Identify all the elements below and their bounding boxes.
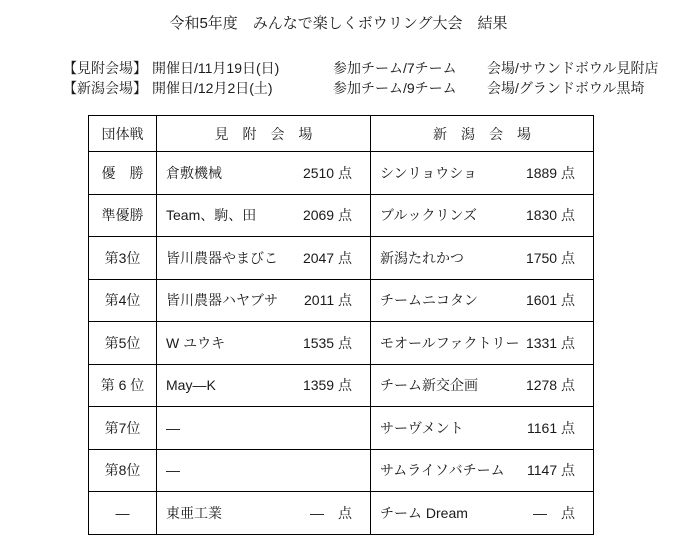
niigata-cell-content	[371, 460, 593, 480]
mitsuke-cell-content	[157, 462, 370, 478]
table-row	[89, 194, 594, 237]
niigata-cell-content	[371, 290, 593, 310]
team-name: ブルックリンズ	[380, 207, 478, 224]
niigata-cell-content	[371, 375, 593, 395]
table-row	[89, 237, 594, 280]
team-name: サムライソバチーム	[380, 462, 505, 479]
venue-place: 会場/サウンドボウル見附店	[487, 60, 659, 76]
team-name: 皆川農器やまびこ	[166, 249, 278, 266]
mitsuke-cell	[157, 364, 371, 407]
venue-line-niigata	[63, 78, 677, 98]
niigata-cell	[371, 492, 594, 535]
mitsuke-cell	[157, 322, 371, 365]
results-rows	[89, 152, 594, 535]
venue-label: 【新潟会場】	[63, 80, 147, 96]
header-row	[89, 116, 594, 152]
team-name: シンリョウショ	[380, 164, 477, 181]
team-name: 東亜工業	[166, 504, 222, 521]
team-name: チームニコタン	[380, 292, 478, 309]
niigata-cell	[371, 322, 594, 365]
venue-teams: 参加チーム/7チーム	[333, 60, 457, 76]
venue-place: 会場/グランドボウル黒埼	[487, 80, 645, 96]
mitsuke-cell	[157, 449, 371, 492]
team-name: 皆川農器ハヤブサ	[166, 292, 278, 309]
rank-cell: 準優勝	[89, 194, 157, 237]
team-name: モオールファクトリー	[380, 334, 520, 351]
niigata-cell-content	[371, 418, 593, 438]
team-name: 倉敷機械	[166, 164, 222, 181]
rank-cell: 第7位	[89, 407, 157, 450]
team-score: 1830 点	[525, 207, 575, 224]
team-score: ― 点	[310, 504, 352, 521]
team-name: W ユウキ	[166, 334, 226, 351]
mitsuke-cell	[157, 237, 371, 280]
team-name: サーヴメント	[380, 419, 464, 436]
team-score: 1601 点	[525, 292, 575, 309]
mitsuke-cell	[157, 152, 371, 195]
results-document	[0, 12, 677, 535]
niigata-cell	[371, 364, 594, 407]
team-score: 2069 点	[302, 207, 352, 224]
table-row	[89, 279, 594, 322]
team-score: 2047 点	[302, 249, 352, 266]
team-name: Team、駒、田	[166, 207, 257, 224]
team-score: 2011 点	[304, 292, 352, 309]
table-row	[89, 152, 594, 195]
team-name: チーム Dream	[380, 504, 468, 521]
venue-line-mitsuke	[63, 58, 677, 78]
team-name: 新潟たれかつ	[380, 249, 464, 266]
mitsuke-cell-content	[157, 375, 370, 395]
mitsuke-cell-content	[157, 420, 370, 436]
results-table-header	[89, 116, 594, 152]
venue-date: 開催日/11月19日(日)	[152, 60, 280, 76]
header-cell-rank: 団体戦	[89, 116, 157, 152]
team-name: ―	[166, 462, 180, 479]
team-score: ― 点	[533, 504, 575, 521]
team-name: ―	[166, 419, 180, 436]
mitsuke-cell-content	[157, 333, 370, 353]
mitsuke-cell	[157, 279, 371, 322]
rank-cell: 第 6 位	[89, 364, 157, 407]
venue-date: 開催日/12月2日(土)	[152, 80, 273, 96]
mitsuke-cell-content	[157, 290, 370, 310]
venue-label: 【見附会場】	[63, 60, 147, 76]
team-score: 1535 点	[302, 334, 352, 351]
mitsuke-cell	[157, 407, 371, 450]
team-score: 1331 点	[525, 334, 575, 351]
table-row	[89, 407, 594, 450]
mitsuke-cell-content	[157, 248, 370, 268]
mitsuke-cell	[157, 492, 371, 535]
rank-cell: 第3位	[89, 237, 157, 280]
niigata-cell	[371, 449, 594, 492]
mitsuke-cell-content	[157, 503, 370, 523]
results-table	[88, 115, 594, 535]
mitsuke-cell	[157, 194, 371, 237]
niigata-cell	[371, 152, 594, 195]
rank-cell: 第4位	[89, 279, 157, 322]
niigata-cell-content	[371, 205, 593, 225]
niigata-cell	[371, 237, 594, 280]
team-score: 1750 点	[525, 249, 575, 266]
table-row	[89, 492, 594, 535]
team-score: 1889 点	[525, 164, 575, 181]
rank-cell: ―	[89, 492, 157, 535]
table-row	[89, 449, 594, 492]
team-score: 2510 点	[302, 164, 352, 181]
niigata-cell-content	[371, 163, 593, 183]
team-score: 1359 点	[302, 377, 352, 394]
niigata-cell-content	[371, 333, 593, 353]
rank-cell: 第8位	[89, 449, 157, 492]
venue-info	[63, 58, 677, 98]
niigata-cell-content	[371, 503, 593, 523]
venue-teams: 参加チーム/9チーム	[333, 80, 457, 96]
team-name: May―K	[166, 377, 216, 394]
niigata-cell	[371, 279, 594, 322]
table-row	[89, 322, 594, 365]
mitsuke-cell-content	[157, 205, 370, 225]
team-score: 1147 点	[527, 462, 575, 479]
team-score: 1161 点	[527, 419, 575, 436]
header-cell-niigata: 新 潟 会 場	[371, 116, 594, 152]
team-score: 1278 点	[525, 377, 575, 394]
page-title: 令和5年度 みんなで楽しくボウリング大会 結果	[169, 15, 508, 32]
team-name: チーム新交企画	[380, 377, 478, 394]
niigata-cell	[371, 407, 594, 450]
table-row	[89, 364, 594, 407]
niigata-cell	[371, 194, 594, 237]
header-cell-mitsuke: 見 附 会 場	[157, 116, 371, 152]
rank-cell: 第5位	[89, 322, 157, 365]
rank-cell: 優 勝	[89, 152, 157, 195]
mitsuke-cell-content	[157, 163, 370, 183]
niigata-cell-content	[371, 248, 593, 268]
